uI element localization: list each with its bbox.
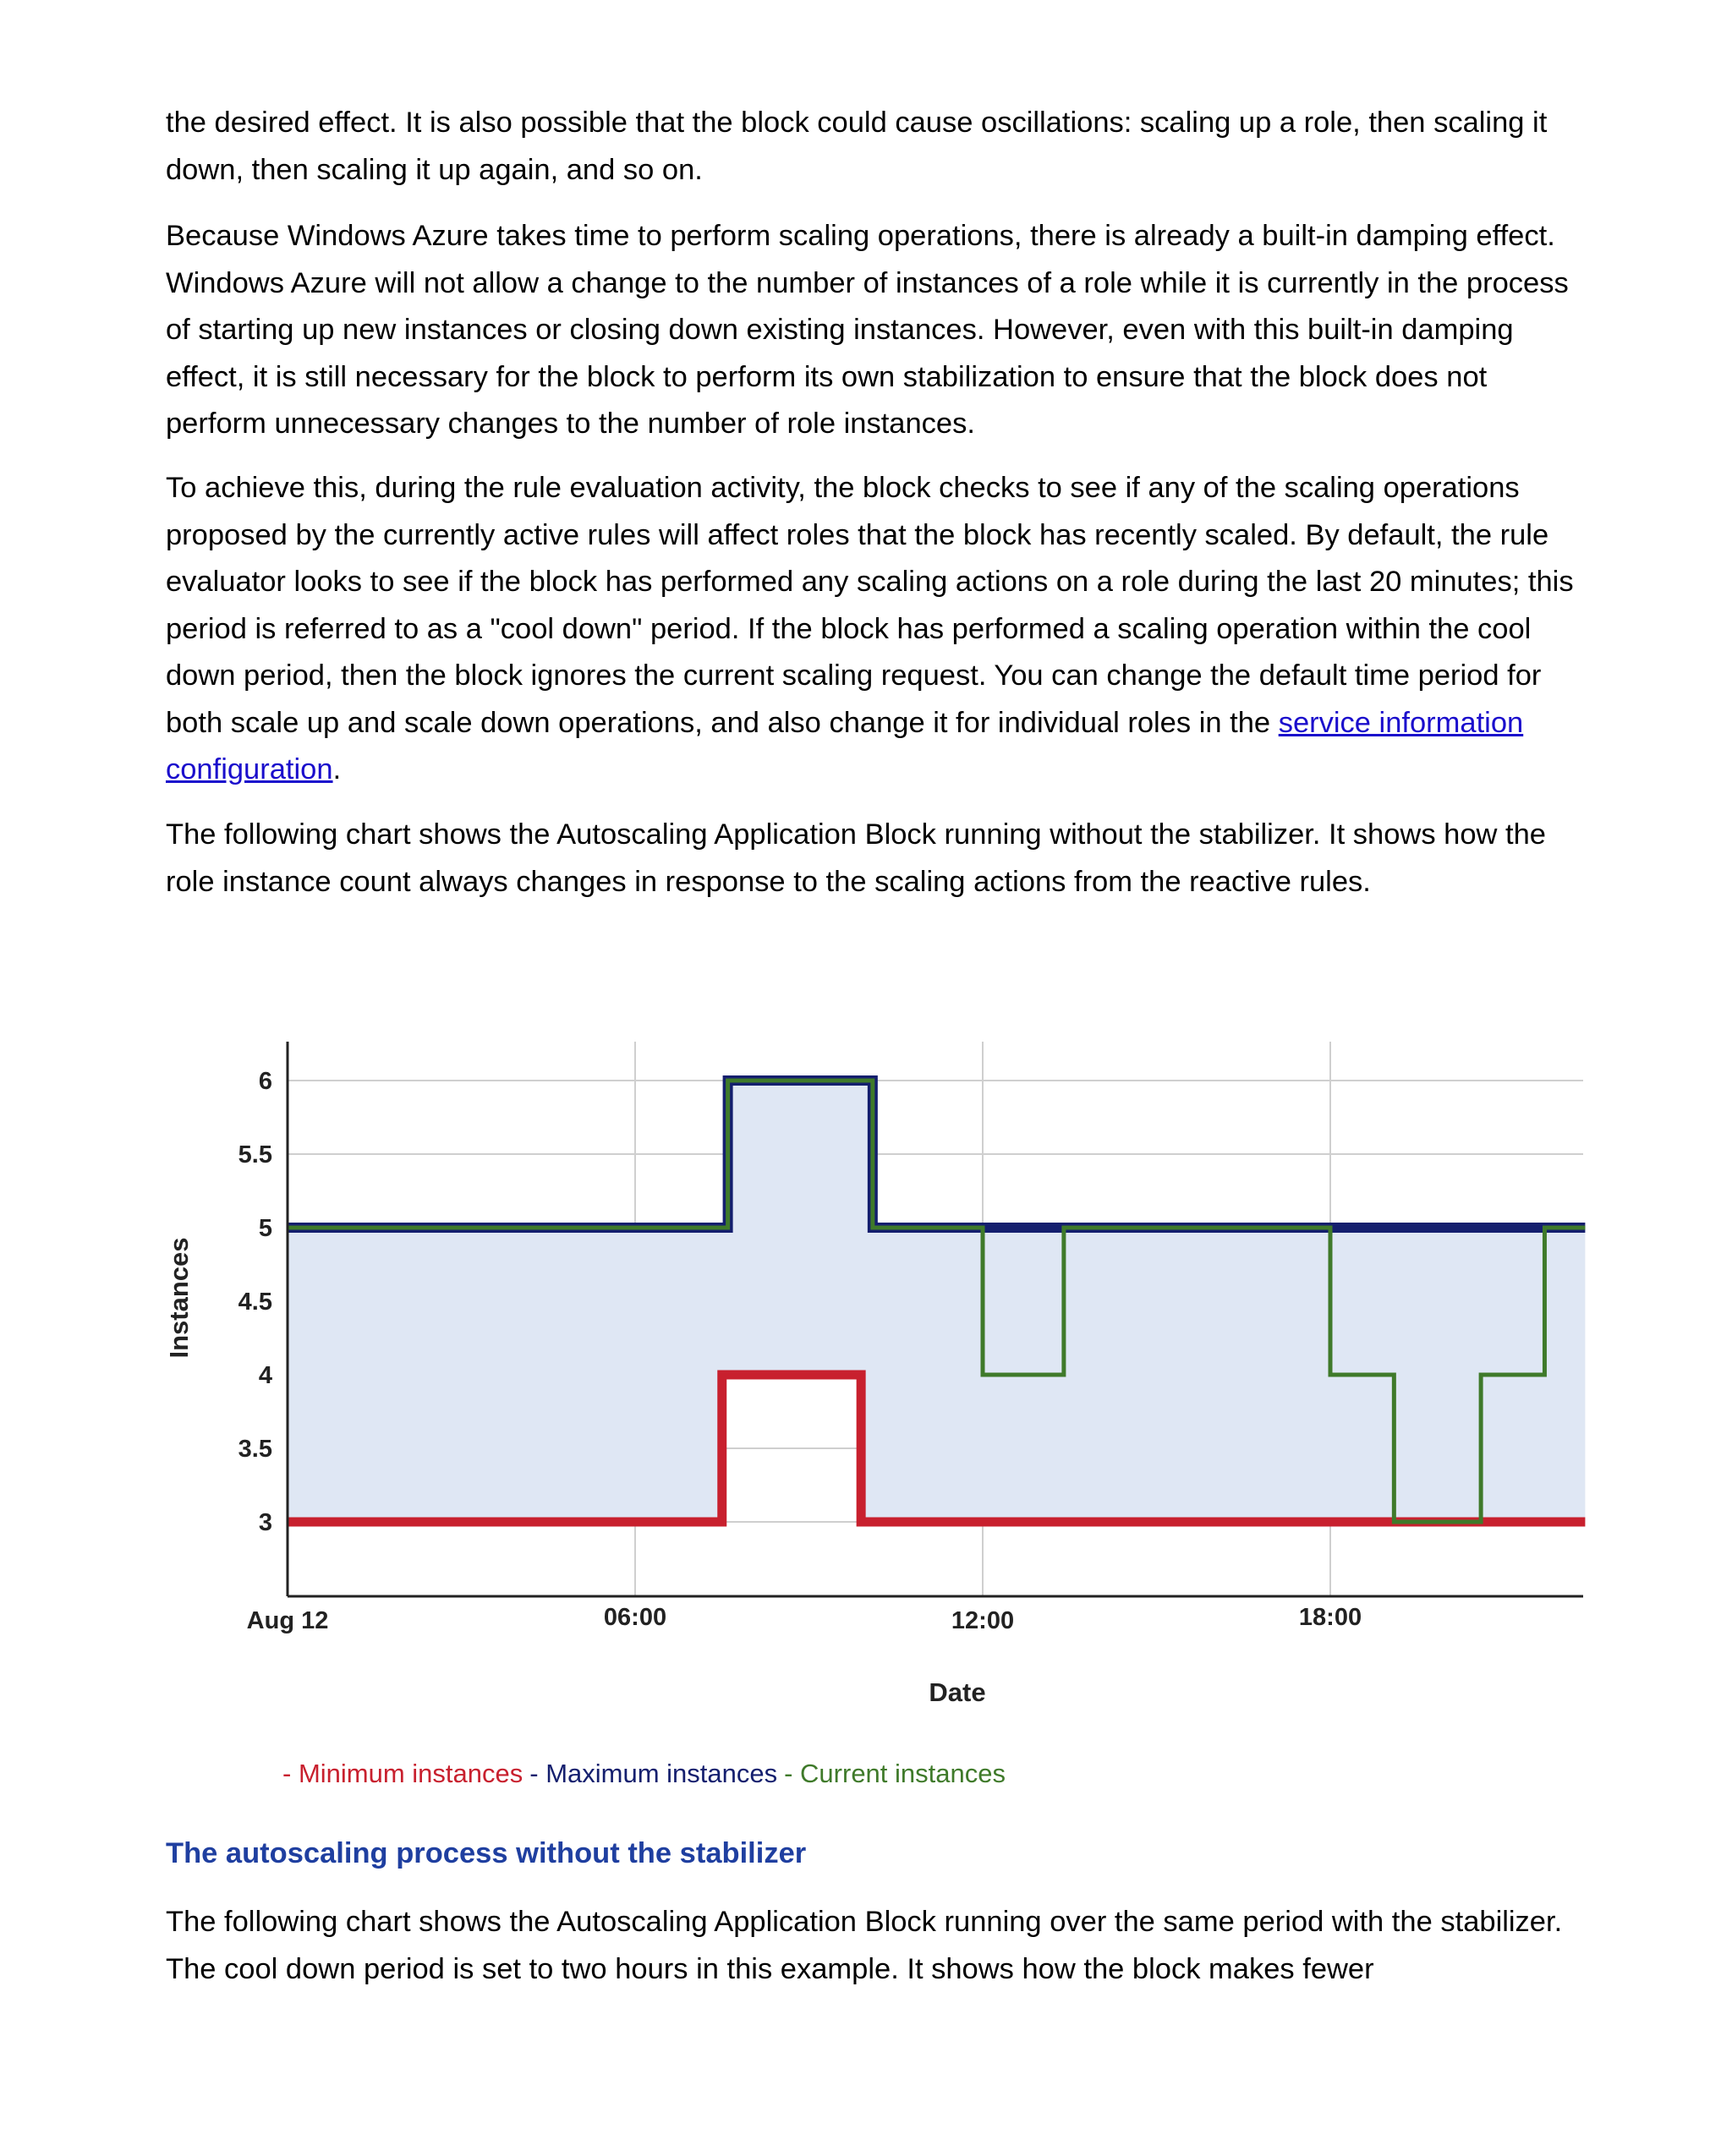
x-tick-label: Aug 12 (246, 1607, 329, 1634)
x-tick-label: 18:00 (1298, 1604, 1362, 1631)
y-tick-labels (238, 1068, 272, 1536)
chart-range-band (288, 1081, 1585, 1522)
x-tick-labels (247, 1604, 1362, 1634)
legend-dash-min: - (282, 1759, 299, 1788)
y-tick-label: 4 (258, 1362, 272, 1389)
paragraph-5-text: The following chart shows the Autoscaling Application Block running over the same period with the stabilizer. The cool down period is set to two hours in this example. It shows how the block makes fewer (166, 1906, 1563, 1985)
legend-minimum-instances: Minimum instances (298, 1759, 523, 1788)
legend-maximum-instances: Maximum instances (545, 1759, 778, 1788)
paragraph-4-text: The following chart shows the Autoscaling Application Block running without the stabilizer. It shows how the role instance count always changes in response to the scaling actions from the reactive rules. (166, 818, 1546, 898)
x-axis-title: Date (929, 1677, 986, 1707)
paragraph-5 (166, 1899, 1587, 1993)
service-information-configuration-link[interactable]: service information configuration (166, 706, 1524, 785)
y-tick-label: 5.5 (238, 1141, 272, 1168)
legend-current-instances: Current instances (800, 1759, 1006, 1788)
paragraph-3-lead: To achieve this, during the rule evaluation activity, the block checks to see if any of the scaling operations proposed by the currently active rules will affect roles that the block has recently scaled. By default, the rule evaluator looks to see if the block has performed any scaling actions on a role during the last 20 minutes; this period is referred to as a "cool down" period. If the block has performed a scaling operation within the cool down period, then the block ignores the current scaling request. You can change the default time period for both scale up and scale down operations, and also change it for individual roles in the (166, 472, 1574, 739)
paragraph-3-end: . (332, 753, 342, 785)
y-axis-title: Instances (164, 1237, 194, 1359)
y-tick-label: 4.5 (238, 1289, 272, 1316)
paragraph-2-text: Because Windows Azure takes time to perform scaling operations, there is already a built-in damping effect. Windows Azure will not allow a change to the number of instances of a role while it is currently in the process of starting up new instances or closing down existing instances. However, even with this built-in damping effect, it is still necessary for the block to perform its own stabilization to ensure that the block does not perform unnecessary changes to the number of role instances. (166, 220, 1569, 440)
x-tick-label: 06:00 (603, 1604, 667, 1631)
legend-dash-max: - (529, 1759, 546, 1788)
y-tick-label: 5 (258, 1215, 272, 1242)
min-max-band (288, 1081, 1585, 1522)
chart-legend (282, 1759, 1006, 1788)
y-tick-label: 3.5 (238, 1436, 272, 1463)
section-heading-text: The autoscaling process without the stabilizer (166, 1837, 807, 1869)
y-tick-label: 3 (258, 1509, 272, 1536)
x-tick-label: 12:00 (951, 1607, 1015, 1634)
section-heading (166, 1830, 1587, 1878)
y-tick-label: 6 (258, 1068, 272, 1095)
legend-dash-current: - (784, 1759, 801, 1788)
paragraph-1-text: the desired effect. It is also possible that the block could cause oscillations: scaling up a role, then scaling it down, then scaling it up again, and so on. (166, 107, 1548, 186)
